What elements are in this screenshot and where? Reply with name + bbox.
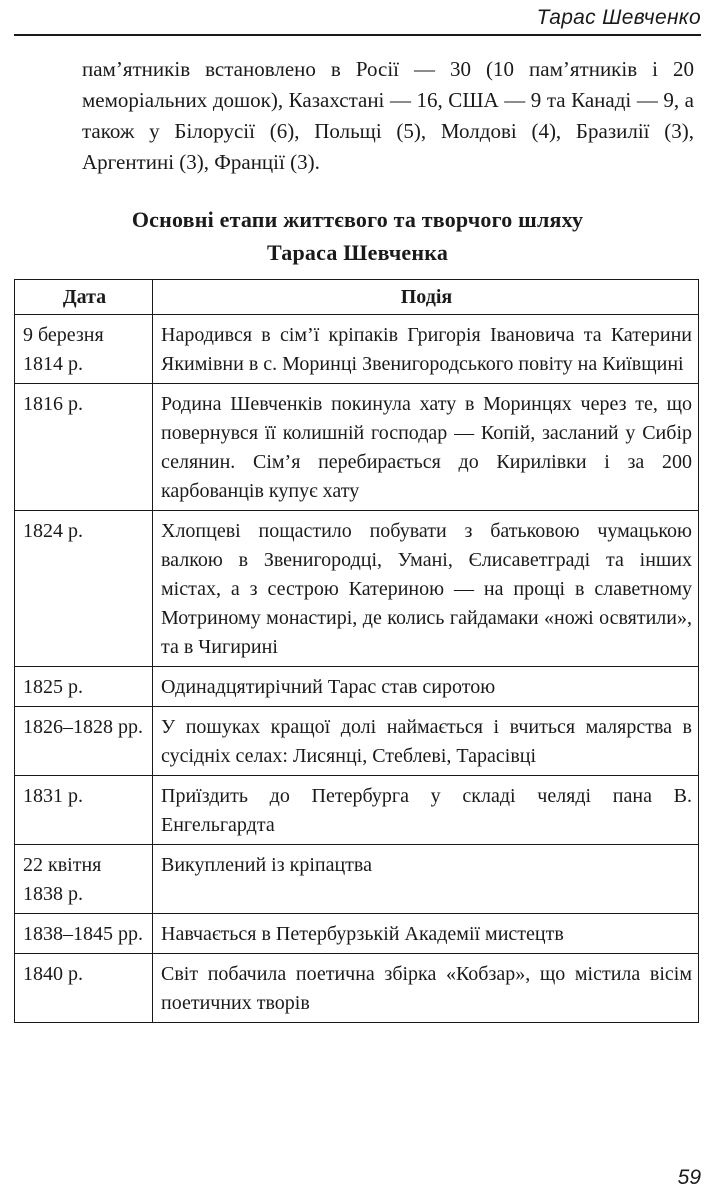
running-header-title: Тарас Шевченко [536, 6, 701, 29]
page-number: 59 [677, 1166, 701, 1189]
table-row [15, 845, 699, 914]
date-cell: 1824 р. [15, 511, 153, 667]
section-title-line-2: Тараса Шевченка [266, 240, 449, 265]
table-row [15, 776, 699, 845]
table-row [15, 914, 699, 954]
date-cell: 1826–1828 рр. [15, 707, 153, 776]
event-cell: Одинадцятирічний Тарас став сиротою [153, 667, 699, 707]
event-cell: Родина Шевченків покинула хату в Моринцях через те, що повернувся її колишній господар — Копій, засланий у Сибір селянин. Сім’я перебирається до Кирилівки і за 200 карбованців купує хату [153, 384, 699, 511]
date-cell: 1840 р. [15, 954, 153, 1023]
event-cell: Світ побачила поетична збірка «Кобзар», що містила вісім поетичних творів [153, 954, 699, 1023]
table-row [15, 315, 699, 384]
event-cell: Народився в сім’ї кріпаків Григорія Івановича та Катерини Якимівни в с. Моринці Звенигородського повіту на Київщині [153, 315, 699, 384]
section-title-line-1: Основні етапи життєвого та творчого шляху [131, 207, 584, 232]
table-header-row [15, 280, 699, 315]
date-cell: 1831 р. [15, 776, 153, 845]
date-cell: 1838–1845 рр. [15, 914, 153, 954]
table-row [15, 707, 699, 776]
event-column-header: Подія [153, 280, 699, 315]
date-cell: 1825 р. [15, 667, 153, 707]
event-cell: Навчається в Петербурзькій Академії мистецтв [153, 914, 699, 954]
event-cell: Хлопцеві пощастило побувати з батьковою чумацькою валкою в Звенигородці, Умані, Єлисаветграді та інших містах, а з сестрою Катериною — на прощі в славетному Мотриному монастирі, де колись гайдамаки «ножі освятили», та в Чигирині [153, 511, 699, 667]
intro-paragraph: пам’ятників встановлено в Росії — 30 (10 пам’ятників і 20 меморіальних дошок), Казахстані — 16, США — 9 та Канаді — 9, а також у Білорусії (6), Польщі (5), Молдові (4), Бразилії (3), Аргентині (3), Франції (3). [82, 57, 694, 174]
event-cell: Приїздить до Петербурга у складі челяді пана В. Енгельгардта [153, 776, 699, 845]
event-cell: У пошуках кращої долі наймається і вчиться малярства в сусідніх селах: Лисянці, Стеблеві, Тарасівці [153, 707, 699, 776]
date-cell: 9 березня 1814 р. [15, 315, 153, 384]
section-title [14, 203, 701, 269]
events-table [14, 279, 699, 1023]
table-row [15, 511, 699, 667]
table-row [15, 954, 699, 1023]
table-row [15, 667, 699, 707]
date-cell: 22 квітня 1838 р. [15, 845, 153, 914]
table-row [15, 384, 699, 511]
date-column-header: Дата [15, 280, 153, 315]
event-cell: Викуплений із кріпацтва [153, 845, 699, 914]
date-cell: 1816 р. [15, 384, 153, 511]
running-header [14, 4, 701, 36]
